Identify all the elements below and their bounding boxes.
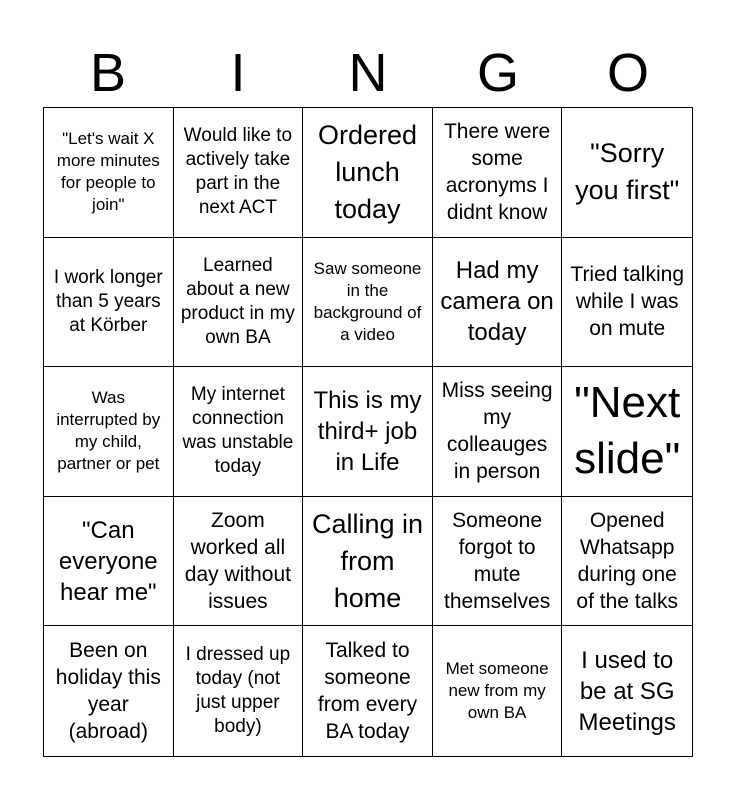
bingo-cell[interactable] bbox=[44, 367, 174, 497]
bingo-cell[interactable] bbox=[174, 238, 304, 368]
bingo-cell[interactable] bbox=[433, 108, 563, 238]
cell-text: My internet connection was unstable today bbox=[182, 384, 294, 478]
cell-text: Ordered lunch today bbox=[317, 119, 418, 224]
cell-text: Calling in from home bbox=[311, 508, 424, 613]
bingo-cell[interactable] bbox=[303, 367, 433, 497]
bingo-header bbox=[43, 38, 693, 108]
cell-text: "Let's wait X more minutes for people to join" bbox=[56, 129, 160, 215]
bingo-cell[interactable] bbox=[44, 238, 174, 368]
bingo-cell[interactable] bbox=[562, 626, 692, 756]
bingo-cell[interactable] bbox=[562, 367, 692, 497]
bingo-cell[interactable] bbox=[44, 108, 174, 238]
bingo-cell[interactable] bbox=[303, 497, 433, 627]
header-letter-n: N bbox=[348, 43, 388, 103]
bingo-cell[interactable] bbox=[44, 497, 174, 627]
cell-text: I work longer than 5 years at Körber bbox=[53, 266, 163, 336]
cell-text: I used to be at SG Meetings bbox=[578, 646, 676, 736]
cell-text: Talked to someone from every BA today bbox=[317, 639, 418, 744]
cell-text: Had my camera on today bbox=[440, 257, 554, 347]
cell-text: Would like to actively take part in the next ACT bbox=[183, 125, 293, 219]
bingo-cell[interactable] bbox=[174, 497, 304, 627]
cell-text: Learned about a new product in my own BA bbox=[180, 254, 295, 348]
cell-text: Been on holiday this year (abroad) bbox=[55, 639, 161, 744]
bingo-cell[interactable] bbox=[562, 238, 692, 368]
cell-text: Someone forgot to mute themselves bbox=[443, 509, 551, 614]
bingo-cell[interactable] bbox=[303, 238, 433, 368]
cell-text: Met someone new from my own BA bbox=[445, 659, 549, 723]
bingo-board bbox=[43, 107, 693, 757]
bingo-cell[interactable] bbox=[433, 497, 563, 627]
bingo-cell[interactable] bbox=[303, 626, 433, 756]
cell-text: Was interrupted by my child, partner or pet bbox=[56, 388, 161, 474]
cell-text: Saw someone in the background of a video bbox=[313, 258, 422, 344]
bingo-cell[interactable] bbox=[174, 626, 304, 756]
cell-text: I dressed up today (not just upper body) bbox=[185, 644, 291, 738]
bingo-cell[interactable] bbox=[433, 367, 563, 497]
header-letter-i: I bbox=[230, 43, 246, 103]
cell-text: Zoom worked all day without issues bbox=[184, 509, 291, 614]
cell-text: "Next slide" bbox=[574, 378, 681, 484]
bingo-cell[interactable] bbox=[562, 108, 692, 238]
cell-text: Opened Whatsapp during one of the talks bbox=[576, 509, 678, 614]
bingo-cell[interactable] bbox=[433, 238, 563, 368]
bingo-cell[interactable] bbox=[174, 367, 304, 497]
cell-text: Miss seeing my colleauges in person bbox=[441, 379, 553, 484]
bingo-cell[interactable] bbox=[433, 626, 563, 756]
bingo-cell[interactable] bbox=[303, 108, 433, 238]
cell-text: Tried talking while I was on mute bbox=[570, 263, 684, 341]
bingo-cell[interactable] bbox=[562, 497, 692, 627]
header-letter-o: O bbox=[606, 43, 649, 103]
header-letter-b: B bbox=[89, 43, 127, 103]
header-letter-g: G bbox=[476, 43, 519, 103]
bingo-cell[interactable] bbox=[44, 626, 174, 756]
bingo-cell[interactable] bbox=[174, 108, 304, 238]
cell-text: "Sorry you first" bbox=[575, 138, 680, 206]
cell-text: This is my third+ job in Life bbox=[313, 386, 422, 476]
cell-text: "Can everyone hear me" bbox=[58, 516, 158, 606]
cell-text: There were some acronyms I didnt know bbox=[443, 120, 551, 225]
